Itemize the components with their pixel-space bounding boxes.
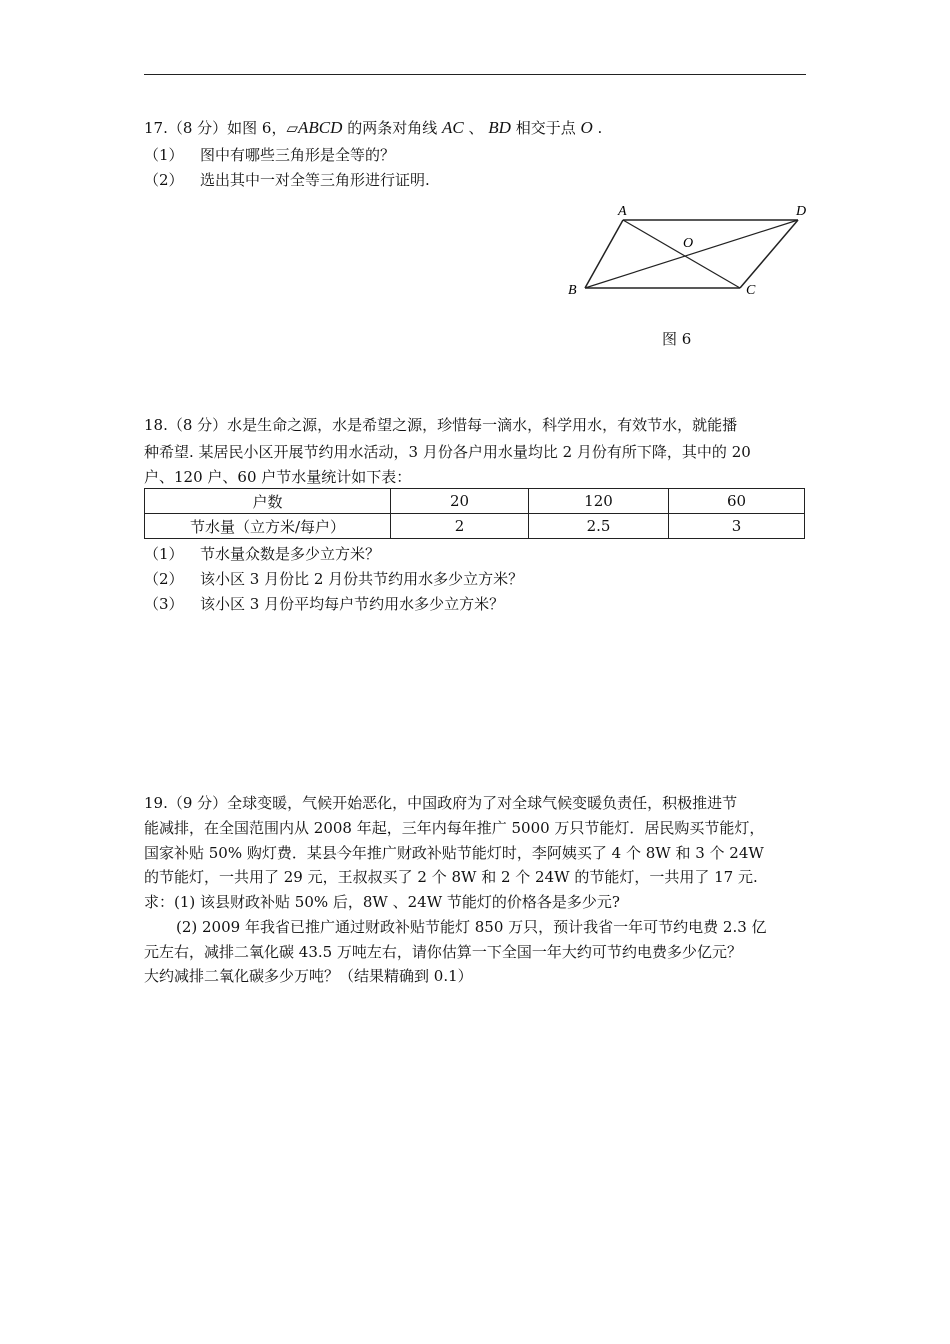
table-cell: 120 — [529, 489, 669, 514]
q19-line1: 19.（9 分）全球变暖，气候开始恶化，中国政府为了对全球气候变暖负责任，积极推进节 — [144, 794, 738, 812]
q19-line7: 元左右，减排二氧化碳 43.5 万吨左右，请你估算一下全国一年大约可节约电费多少亿元？ — [144, 943, 742, 961]
water-saving-table — [144, 488, 805, 539]
q17-mid2: 相交于点 — [510, 119, 581, 137]
q18-sub1-text: 节水量众数是多少立方米？ — [200, 545, 381, 563]
q18-sub1 — [144, 544, 380, 564]
label-a: A — [618, 204, 627, 219]
table-cell: 户数 — [145, 489, 391, 514]
q17-stem — [144, 118, 602, 138]
q17-sub2-num: （2） — [144, 171, 184, 189]
edge-cd — [740, 220, 798, 288]
diagonal-ac — [623, 220, 740, 288]
q17-end: . — [592, 119, 603, 137]
header-rule — [144, 74, 806, 75]
q18-line3: 户、120 户、60 户节水量统计如下表： — [144, 468, 412, 486]
q19-line6: (2) 2009 年我省已推广通过财政补贴节能灯 850 万只，预计我省一年可节约电费 2.3 亿 — [176, 918, 767, 936]
label-b: B — [568, 283, 577, 298]
q18-line2: 种希望. 某居民小区开展节约用水活动，3 月份各户用水量均比 2 月份有所下降，其中的 20 — [144, 443, 751, 461]
table-cell: 3 — [669, 514, 805, 539]
q18-sub2 — [144, 569, 523, 589]
q17-abcd: ABCD — [298, 118, 343, 137]
q18-sub3-num: （3） — [144, 595, 184, 613]
q17-sub1-text: 图中有哪些三角形是全等的？ — [200, 146, 396, 164]
table-row — [145, 489, 805, 514]
q17-o: O — [580, 118, 593, 137]
label-c: C — [746, 283, 756, 298]
table-cell: 2 — [391, 514, 529, 539]
q18-sub3 — [144, 594, 504, 614]
q19-line5: 求：(1) 该县财政补贴 50% 后，8W 、24W 节能灯的价格各是多少元? — [144, 893, 620, 911]
q18-sub3-text: 该小区 3 月份平均每户节约用水多少立方米？ — [200, 595, 505, 613]
table-row — [145, 514, 805, 539]
q19-line2: 能减排，在全国范围内从 2008 年起，三年内每年推广 5000 万只节能灯．居民购买节能灯， — [144, 819, 765, 837]
q18-sub1-num: （1） — [144, 545, 184, 563]
q17-mid1: 的两条对角线 — [342, 119, 442, 137]
parallelogram-symbol-icon: ▱ — [286, 119, 299, 137]
q17-sep: 、 — [463, 119, 489, 137]
q17-sub2 — [144, 170, 430, 190]
table-cell: 2.5 — [529, 514, 669, 539]
q17-head: 17.（8 分）如图 6， — [144, 119, 287, 137]
q17-sub2-text: 选出其中一对全等三角形进行证明. — [200, 171, 430, 189]
q19-line4: 的节能灯，一共用了 29 元，王叔叔买了 2 个 8W 和 2 个 24W 的节能灯，一共用了 17 元. — [144, 868, 758, 886]
q17-sub1 — [144, 145, 395, 165]
q17-sub1-num: （1） — [144, 146, 184, 164]
q17-bd: BD — [488, 118, 511, 137]
label-d: D — [796, 204, 807, 219]
q18-sub2-num: （2） — [144, 570, 184, 588]
q19-line3: 国家补贴 50% 购灯费．某县今年推广财政补贴节能灯时，李阿姨买了 4 个 8W 和 3 个 24W — [144, 844, 764, 862]
table-cell: 节水量（立方米/每户） — [145, 514, 391, 539]
label-o: O — [683, 236, 694, 251]
q19-line8: 大约减排二氧化碳多少万吨？（结果精确到 0.1） — [144, 967, 473, 985]
figure-caption: 图 6 — [662, 330, 692, 348]
q18-sub2-text: 该小区 3 月份比 2 月份共节约用水多少立方米？ — [200, 570, 524, 588]
table-cell: 20 — [391, 489, 529, 514]
parallelogram-figure — [560, 200, 820, 310]
table-cell: 60 — [669, 489, 805, 514]
q17-ac: AC — [441, 118, 464, 137]
q18-line1: 18.（8 分）水是生命之源，水是希望之源，珍惜每一滴水，科学用水，有效节水，就能播 — [144, 416, 738, 434]
